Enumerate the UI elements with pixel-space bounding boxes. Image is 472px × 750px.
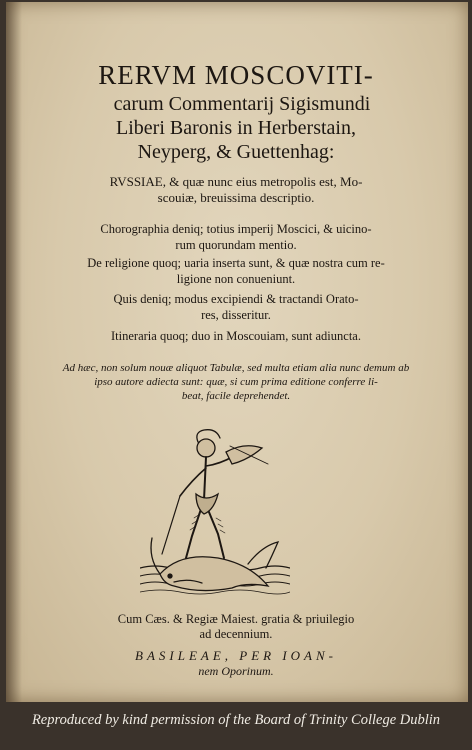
- woodcut-musician-on-dolphin-illustration: [140, 418, 290, 604]
- privilege-line-2: ad decennium.: [199, 627, 273, 641]
- note-line-3: beat, facile deprehendet.: [181, 390, 291, 402]
- privilege-line-1: Cum Cæs. & Regiæ Maiest. gratia & priuilegio: [117, 612, 355, 626]
- subtitle-line-2: scouiæ, breuissima descriptio.: [157, 190, 315, 205]
- paragraph-3-line-2: res, disseritur.: [201, 308, 271, 322]
- subtitle-line-1: RVSSIAE, & quæ nunc eius metropolis est, Mo-: [109, 174, 363, 189]
- title-line-4: Neyperg, & Guettenhag:: [137, 141, 335, 163]
- title-line-1: RERVM MOSCOVITI-: [98, 60, 374, 90]
- imprint-line-1: BASILEAE, PER IOAN-: [135, 648, 337, 663]
- paragraph-1-line-2: rum quorundam mentio.: [175, 238, 297, 252]
- paragraph-1-line-1: Chorographia deniq; totius imperij Moscici, & uicino-: [100, 222, 372, 236]
- paragraph-4-line-1: Itineraria quoq; duo in Moscouiam, sunt adiuncta.: [111, 329, 361, 343]
- paragraph-2-line-2: ligione non conueniunt.: [176, 272, 296, 286]
- title-line-2: carum Commentarij Sigismundi: [113, 93, 371, 115]
- paragraph-2-line-1: De religione quoq; uaria inserta sunt, & quæ nostra cum re-: [87, 256, 385, 270]
- note-line-1: Ad hæc, non solum nouæ aliquot Tabulæ, sed multa etiam alia nunc demum ab: [62, 362, 410, 374]
- paragraph-3-line-1: Quis deniq; modus excipiendi & tractandi Orato-: [113, 292, 359, 306]
- reproduction-credit: Reproduced by kind permission of the Board of Trinity College Dublin: [31, 712, 441, 728]
- title-line-3: Liberi Baronis in Herberstain,: [116, 117, 356, 139]
- note-line-2: ipso autore adiecta sunt: quæ, si cum prima editione conferre li-: [94, 376, 378, 388]
- imprint-line-2: nem Oporinum.: [198, 664, 274, 678]
